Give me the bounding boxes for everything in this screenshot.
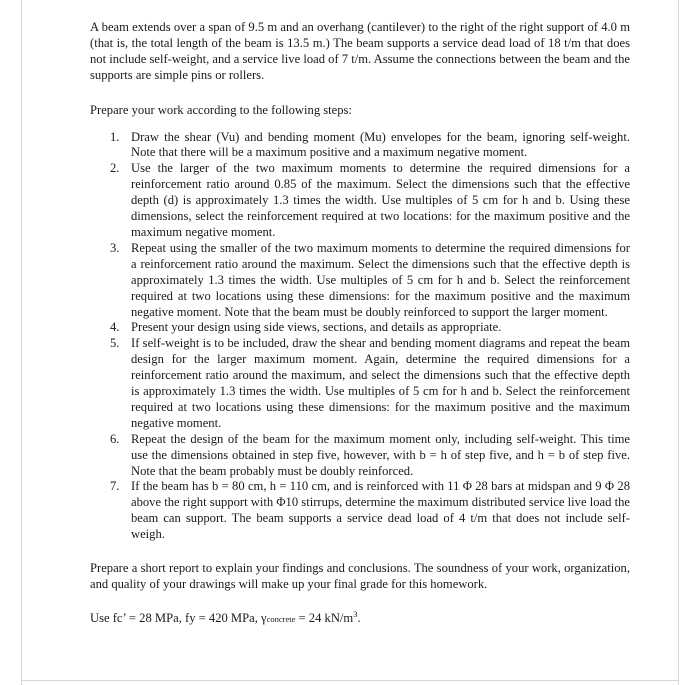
page-edge-right [678,0,679,685]
step-number: 5. [110,336,120,351]
step-text: Draw the shear (Vu) and bending moment (Mu) envelopes for the beam, ignoring self-weight. Note that there will be a maximum positive and a maximum negative moment. [131,129,630,160]
gamma-subscript: concrete [266,613,296,624]
step-text: Repeat using the smaller of the two maximum moments to determine the required dimensions for a reinforcement ratio around the maximum. Select the dimensions such that the effective depth is approximately 1.3 times the width. Use multiples of 5 cm for h and b. Select the reinforcement required at two locations using these dimensions: for the maximum positive and the maximum negative moment. Note that the beam must be doubly reinforced to support the larger moment. [131,240,630,319]
page-edge-left [21,0,22,685]
list-item [90,320,630,336]
steps-list [90,130,630,544]
list-item [90,241,630,321]
list-item [90,479,630,543]
document-body [90,20,630,628]
list-item [90,336,630,431]
material-mid: = 24 kN/m [295,610,354,625]
list-item [90,161,630,241]
step-number: 6. [110,431,120,446]
step-text: Present your design using side views, sections, and details as appropriate. [131,320,502,335]
list-item [90,130,630,162]
step-number: 2. [110,161,120,176]
page-edge-bottom [21,680,679,681]
step-text: If the beam has b = 80 cm, h = 110 cm, and is reinforced with 11 Φ 28 bars at midspan and 9 Φ 28 above the right support with Φ10 stirrups, determine the maximum distributed service live load the beam can support. The beam supports a service dead load of 4 t/m that does not include self-weigh. [131,479,630,542]
material-prefix: Use fc’ = 28 MPa, fy = 420 MPa, γ [90,610,267,625]
step-text: Repeat the design of the beam for the maximum moment only, including self-weight. This time use the dimensions obtained in step five, however, with b = h of step five, and h = b of step five. Note that the beam probably must be doubly reinforced. [131,431,630,478]
unit-superscript: 3 [353,608,358,619]
step-number: 1. [110,129,120,144]
material-properties-line [90,608,630,628]
step-number: 7. [110,479,120,494]
step-number: 4. [110,320,120,335]
step-number: 3. [110,240,120,255]
step-text: Use the larger of the two maximum moments to determine the required dimensions for a reinforcement ratio around 0.85 of the maximum. Select the dimensions such that the effective depth (d) is approximately 1.3 times the width. Use multiples of 5 cm for h and b. Using these dimensions, select the reinforcement required at two locations: for the maximum positive and the maximum negative moment. [131,161,630,239]
material-suffix: . [357,610,361,625]
step-text: If self-weight is to be included, draw the shear and bending moment diagrams and repeat the beam design for the larger maximum moment. Again, determine the required dimensions for a reinforcement ratio around the maximum, and select the dimensions such that the effective depth is approximately 1.3 times the width. Use multiples of 5 cm for h and b. Select the reinforcement required at two locations using these dimensions: for the maximum positive and the maximum negative moment. [131,336,630,430]
list-item [90,432,630,480]
report-paragraph: Prepare a short report to explain your findings and conclusions. The soundness of your work, organization, and quality of your drawings will make up your final grade for this homework. [90,561,630,591]
intro-paragraph: A beam extends over a span of 9.5 m and an overhang (cantilever) to the right of the right support of 4.0 m (that is, the total length of the beam is 13.5 m.) The beam supports a service dead load of 18 t/m that does not include self-weight, and a service live load of 7 t/m. Assume the connections between the beam and the supports are simple pins or rollers. [90,20,630,82]
prepare-heading: Prepare your work according to the following steps: [90,102,352,117]
